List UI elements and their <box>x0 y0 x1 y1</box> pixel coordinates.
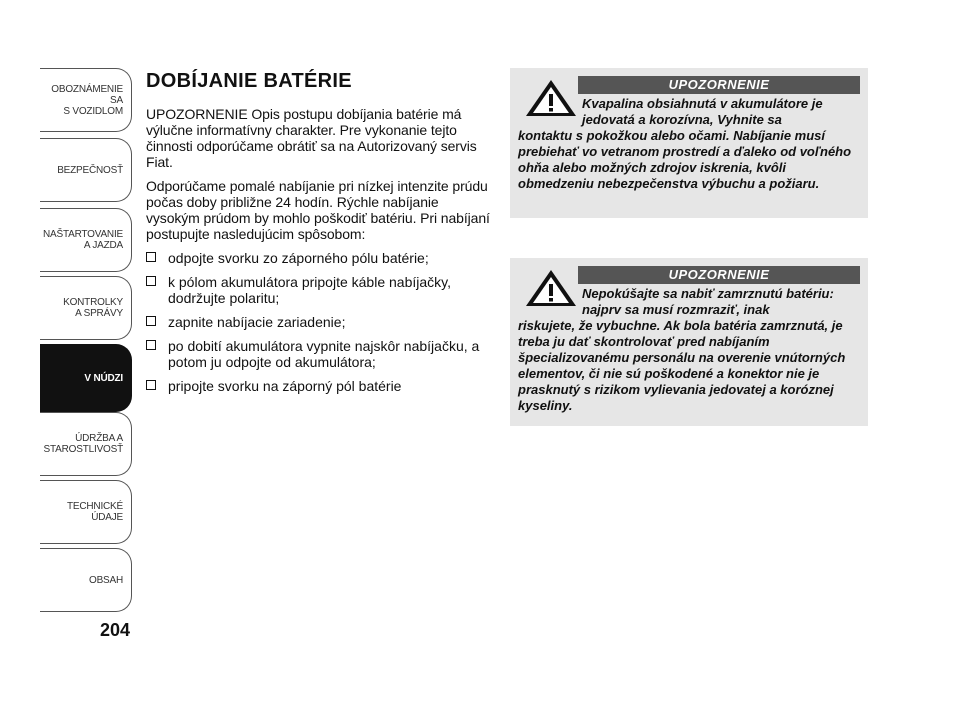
warning-lead: Nepokúšajte sa nabiť zamrznutú batériu: najprv sa musí rozmraziť, inak <box>582 286 834 317</box>
tab-label: NAŠTARTOVANIE A JAZDA <box>42 229 123 251</box>
tab-label: OBOZNÁMENIE SA S VOZIDLOM <box>51 83 123 117</box>
warning-lead: Kvapalina obsiahnutá v akumulátore je jedovatá a korozívna, Vyhnite sa <box>582 96 823 127</box>
list-item <box>146 250 496 266</box>
tab-label: KONTROLKY A SPRÁVY <box>63 297 123 319</box>
step-text: zapnite nabíjacie zariadenie; <box>168 314 346 330</box>
warning-heading: UPOZORNENIE <box>578 266 860 284</box>
checkbox-icon <box>146 340 156 350</box>
checkbox-icon <box>146 380 156 390</box>
main-content <box>146 70 496 402</box>
tab-starting-driving[interactable] <box>40 208 132 272</box>
tab-label: BEZPEČNOSŤ <box>57 164 123 176</box>
page-title: DOBÍJANIE BATÉRIE <box>146 70 352 92</box>
tab-label: V NÚDZI <box>84 372 123 384</box>
page-number: 204 <box>100 620 131 640</box>
tab-label: ÚDRŽBA A STAROSTLIVOSŤ <box>43 433 123 455</box>
tab-technical-data[interactable] <box>40 480 132 544</box>
warning-box-frozen <box>510 258 868 426</box>
step-text: po dobití akumulátora vypnite najskôr nabíjačku, a potom ju odpojte od akumulátora; <box>168 338 480 370</box>
list-item <box>146 378 496 394</box>
warning-body: riskujete, že vybuchne. Ak bola batéria zamrznutá, je treba ju dať skontrolovať pred nabíjaním špecializovanému personálu na overenie vnútorných elementov, či nie sú poškodené a konektor nie je prasknutý s rizikom vylievania jedovatej a koróznej kyseliny. <box>518 318 846 413</box>
intro-paragraph: UPOZORNENIE Opis postupu dobíjania batérie má výlučne informatívny charakter. Pre vykonanie tejto činnosti odporúčame obrátiť sa na Autorizovaný servis Fiat. <box>146 106 477 170</box>
tab-emergency[interactable] <box>40 344 132 412</box>
step-text: k pólom akumulátora pripojte káble nabíjačky, dodržujte polaritu; <box>168 274 452 306</box>
tab-warning-lights[interactable] <box>40 276 132 340</box>
tab-vehicle-intro[interactable] <box>40 68 132 132</box>
steps-list <box>146 250 496 394</box>
tab-label: TECHNICKÉ ÚDAJE <box>67 501 123 523</box>
list-item <box>146 314 496 330</box>
warning-heading: UPOZORNENIE <box>578 76 860 94</box>
step-text: odpojte svorku zo záporného pólu batérie; <box>168 250 429 266</box>
warning-body: kontaktu s pokožkou alebo očami. Nabíjanie musí prebiehať vo vetranom prostredí a ďaleko od voľného ohňa alebo možných zdrojov iskrenia, kvôli obmedzeniu nebezpečenstva výbuchu a požiaru. <box>518 128 852 191</box>
warning-triangle-icon <box>524 78 578 118</box>
tab-contents[interactable] <box>40 548 132 612</box>
tab-label: OBSAH <box>88 574 123 586</box>
checkbox-icon <box>146 252 156 262</box>
warning-triangle-icon <box>524 268 578 308</box>
checkbox-icon <box>146 316 156 326</box>
list-item <box>146 338 496 370</box>
warning-box-acid <box>510 68 868 218</box>
tab-safety[interactable] <box>40 138 132 202</box>
step-text: pripojte svorku na záporný pól batérie <box>168 378 402 394</box>
tab-maintenance[interactable] <box>40 412 132 476</box>
charging-paragraph: Odporúčame pomalé nabíjanie pri nízkej intenzite prúdu počas doby približne 24 hodín. Rýchle nabíjanie vysokým prúdom by mohlo poškodiť batériu. Pri nabíjaní postupujte nasledujúcim spôsobom: <box>146 178 490 242</box>
checkbox-icon <box>146 276 156 286</box>
list-item <box>146 274 496 306</box>
